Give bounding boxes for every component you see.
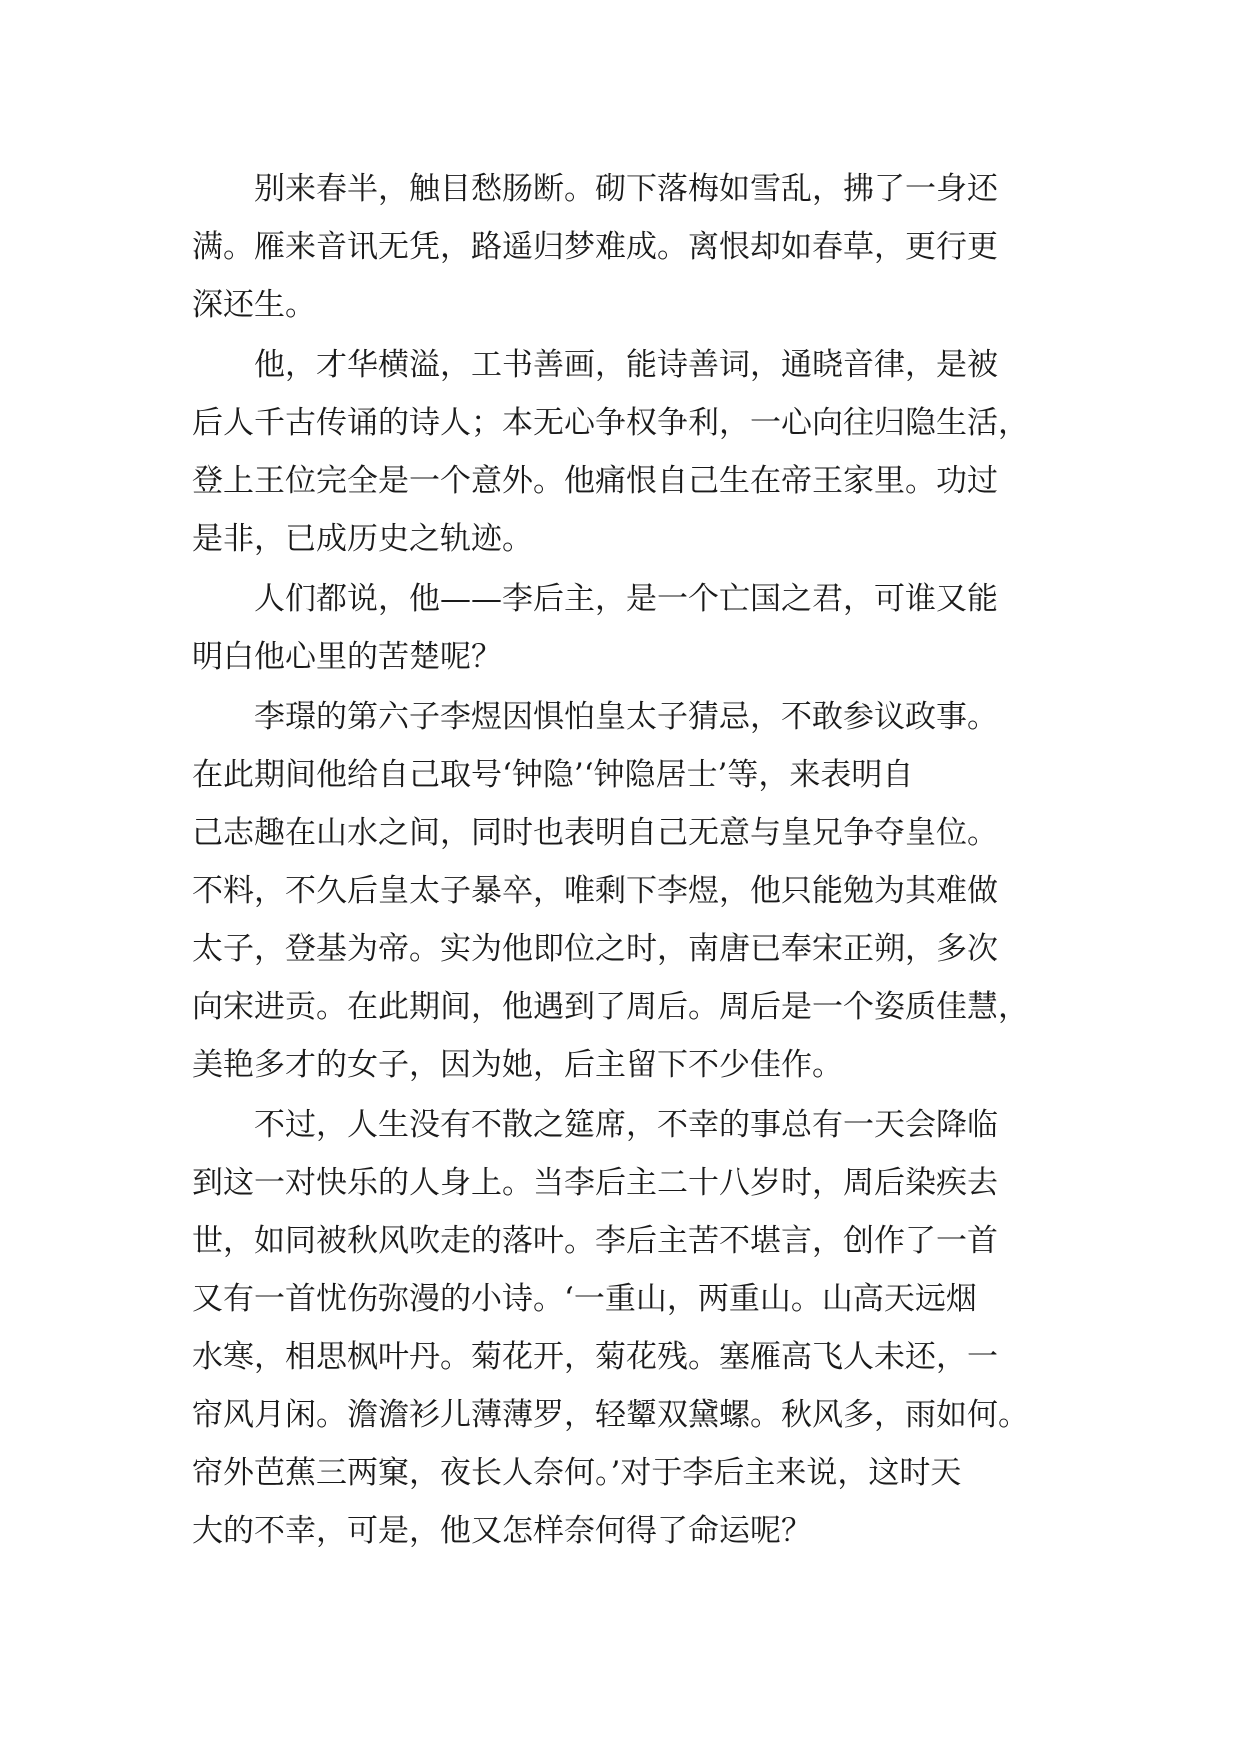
- paragraph-line: 满。雁来音讯无凭，路遥归梦难成。离恨却如春草，更行更: [192, 229, 998, 265]
- paragraph-line: 明白他心里的苦楚呢？: [192, 639, 502, 675]
- paragraph-line: 人们都说，他——李后主，是一个亡国之君，可谁又能: [254, 581, 998, 617]
- paragraph-4: [192, 688, 1072, 1094]
- paragraph-line: 美艳多才的女子，因为她，后主留下不少佳作。: [192, 1047, 843, 1083]
- paragraph-line: 己志趣在山水之间，同时也表明自己无意与皇兄争夺皇位。: [192, 815, 998, 851]
- paragraph-line: 又有一首忧伤弥漫的小诗。‘一重山，两重山。山高天远烟: [192, 1281, 977, 1317]
- paragraph-line: 不料，不久后皇太子暴卒，唯剩下李煜，他只能勉为其难做: [192, 873, 998, 909]
- paragraph-line: 到这一对快乐的人身上。当李后主二十八岁时，周后染疾去: [192, 1165, 998, 1201]
- paragraph-line: 在此期间他给自己取号‘钟隐’‘钟隐居士’等，来表明自: [192, 757, 914, 793]
- paragraph-line: 他，才华横溢，工书善画，能诗善词，通晓音律，是被: [254, 347, 998, 383]
- paragraph-3: [192, 570, 1072, 686]
- paragraph-line: 别来春半，触目愁肠断。砌下落梅如雪乱，拂了一身还: [254, 171, 998, 207]
- paragraph-line: 世，如同被秋风吹走的落叶。李后主苦不堪言，创作了一首: [192, 1223, 998, 1259]
- paragraph-line: 后人千古传诵的诗人；本无心争权争利，一心向往归隐生活，: [192, 405, 1029, 441]
- paragraph-line: 太子，登基为帝。实为他即位之时，南唐已奉宋正朔，多次: [192, 931, 998, 967]
- paragraph-5: [192, 1096, 1072, 1560]
- paragraph-line: 大的不幸，可是，他又怎样奈何得了命运呢？: [192, 1513, 812, 1549]
- paragraph-line: 帘风月闲。澹澹衫儿薄薄罗，轻颦双黛螺。秋风多，雨如何。: [192, 1397, 1029, 1433]
- paragraph-line: 李璟的第六子李煜因惧怕皇太子猜忌，不敢参议政事。: [254, 699, 998, 735]
- paragraph-line: 是非，已成历史之轨迹。: [192, 521, 533, 557]
- paragraph-line: 深还生。: [192, 287, 316, 323]
- paragraph-line: 帘外芭蕉三两窠，夜长人奈何。’对于李后主来说，这时天: [192, 1455, 962, 1491]
- paragraph-line: 不过，人生没有不散之筵席，不幸的事总有一天会降临: [254, 1107, 998, 1143]
- body-text: [192, 160, 1072, 1562]
- paragraph-line: 向宋进贡。在此期间，他遇到了周后。周后是一个姿质佳慧，: [192, 989, 1029, 1025]
- paragraph-line: 登上王位完全是一个意外。他痛恨自己生在帝王家里。功过: [192, 463, 998, 499]
- paragraph-1: [192, 160, 1072, 334]
- paragraph-2: [192, 336, 1072, 568]
- paragraph-line: 水寒，相思枫叶丹。菊花开，菊花残。塞雁高飞人未还，一: [192, 1339, 998, 1375]
